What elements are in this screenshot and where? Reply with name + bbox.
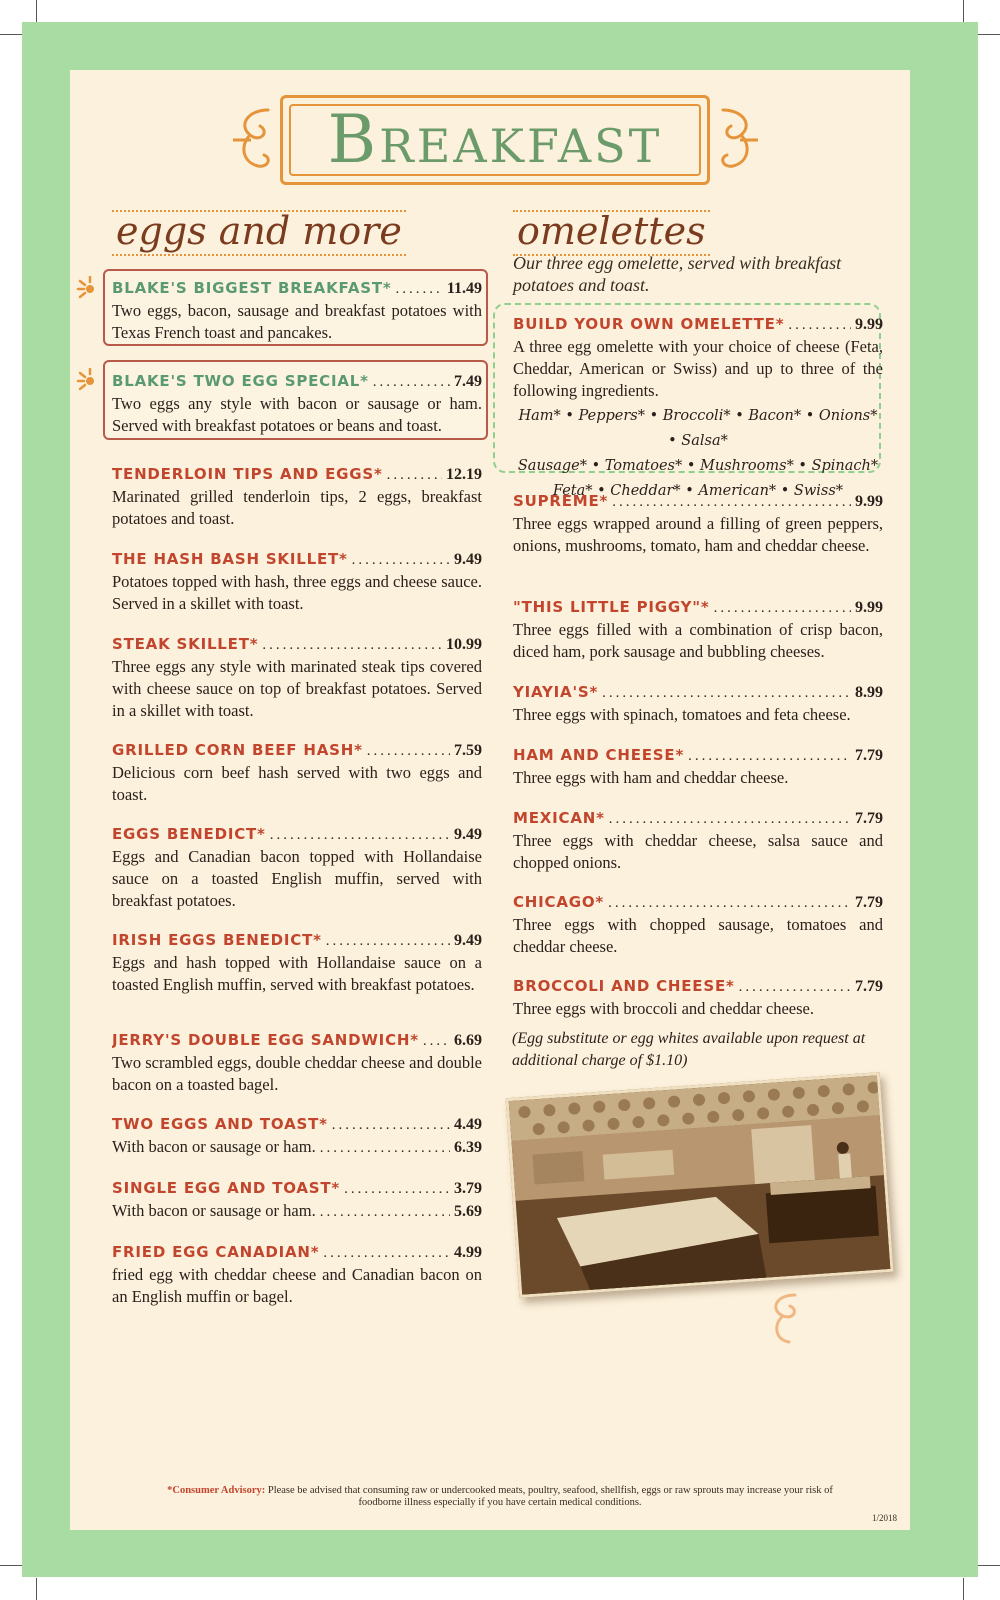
ingredient-line: Feta* • Cheddar* • American* • Swiss*	[552, 483, 844, 499]
item-description: Three eggs any style with marinated steak tips covered with cheese sauce on top of breakfast potatoes. Served in a skillet with toast.	[112, 657, 482, 720]
leader-dots	[262, 634, 442, 656]
leader-dots	[367, 740, 450, 762]
menu-item	[513, 596, 883, 663]
leader-dots	[608, 892, 851, 914]
item-description: Three eggs with cheddar cheese, salsa sauce and chopped onions.	[513, 831, 883, 872]
leader-dots	[326, 930, 450, 952]
item-name: BUILD YOUR OWN OMELETTE*	[513, 315, 785, 333]
menu-item	[112, 463, 482, 530]
page-title: Breakfast	[327, 101, 663, 178]
item-name: JERRY'S DOUBLE EGG SANDWICH*	[112, 1031, 419, 1049]
leader-dots	[320, 1137, 450, 1159]
item-name: TENDERLOIN TIPS AND EGGS*	[112, 465, 383, 483]
leader-dots	[423, 1030, 450, 1052]
item-name: "THIS LITTLE PIGGY"*	[513, 598, 710, 616]
item-description: Marinated grilled tenderloin tips, 2 eggs, breakfast potatoes and toast.	[112, 487, 482, 528]
menu-item	[513, 975, 883, 1020]
leader-dots	[714, 597, 851, 619]
leader-dots	[320, 1201, 450, 1223]
menu-item	[112, 1029, 482, 1096]
item-name: BLAKE'S TWO EGG SPECIAL*	[112, 372, 369, 390]
leader-dots	[396, 278, 443, 300]
ingredient-line: Ham* • Peppers* • Broccoli* • Bacon* • Onions* • Salsa*	[518, 408, 878, 449]
item-price: 10.99	[446, 636, 482, 653]
leader-dots	[387, 464, 442, 486]
item-description: Three eggs with chopped sausage, tomatoes and cheddar cheese.	[513, 915, 883, 956]
item-price: 7.79	[855, 747, 883, 764]
crop-mark	[36, 1578, 37, 1600]
item-description: Three eggs with broccoli and cheddar cheese.	[513, 999, 814, 1018]
sunburst-icon	[76, 276, 100, 302]
item-name: CHICAGO*	[513, 893, 605, 911]
menu-item	[513, 807, 883, 874]
crop-mark	[963, 0, 964, 22]
item-description: Delicious corn beef hash served with two eggs and toast.	[112, 763, 482, 804]
crop-mark	[0, 34, 22, 35]
menu-item	[513, 681, 883, 726]
section-heading-eggs: eggs and more	[112, 210, 406, 256]
leader-dots	[609, 808, 851, 830]
omelette-intro: Our three egg omelette, served with breakfast potatoes and toast.	[513, 253, 842, 295]
item-price: 7.59	[454, 742, 482, 759]
leader-dots	[688, 745, 851, 767]
item-price: 7.79	[855, 810, 883, 827]
section-heading-omelettes: omelettes	[513, 210, 710, 256]
item-description: Three eggs with ham and cheddar cheese.	[513, 768, 789, 787]
menu-item	[112, 633, 482, 722]
item-name: SUPREME*	[513, 492, 609, 510]
item-name: EGGS BENEDICT*	[112, 825, 266, 843]
leader-dots	[788, 314, 851, 336]
item-name: HAM AND CHEESE*	[513, 746, 685, 764]
leader-dots	[332, 1114, 450, 1136]
menu-item	[513, 891, 883, 958]
item-price: 9.99	[855, 316, 883, 333]
item-sub-label: With bacon or sausage or ham.	[112, 1201, 316, 1220]
item-name: MEXICAN*	[513, 809, 605, 827]
item-description: Eggs and Canadian bacon topped with Hollandaise sauce on a toasted English muffin, served with breakfast potatoes.	[112, 847, 482, 910]
item-description: Eggs and hash topped with Hollandaise sauce on a toasted English muffin, served with breakfast potatoes.	[112, 953, 482, 994]
menu-item	[513, 490, 883, 557]
crop-mark	[978, 1565, 1000, 1566]
diner-photo	[505, 1072, 893, 1298]
item-price: 9.49	[454, 932, 482, 949]
substitution-note: (Egg substitute or egg whites available upon request at additional charge of $1.10)	[512, 1030, 866, 1069]
item-price: 7.79	[855, 894, 883, 911]
consumer-advisory	[160, 1485, 840, 1509]
item-price: 7.49	[454, 373, 482, 390]
menu-item	[513, 744, 883, 789]
item-price: 9.99	[855, 599, 883, 616]
menu-item	[112, 1177, 482, 1223]
item-description: Three eggs filled with a combination of crisp bacon, diced ham, pork sausage and bubbling cheeses.	[513, 620, 883, 661]
item-sub-price: 6.39	[454, 1139, 482, 1156]
item-name: TWO EGGS AND TOAST*	[112, 1115, 328, 1133]
menu-item	[112, 929, 482, 996]
leader-dots	[739, 976, 851, 998]
item-description: Two eggs any style with bacon or sausage or ham. Served with breakfast potatoes or beans and toast.	[112, 394, 482, 435]
item-name: BROCCOLI AND CHEESE*	[513, 977, 735, 995]
item-price: 6.69	[454, 1032, 482, 1049]
bottom-flourish-icon	[765, 1290, 805, 1350]
item-price: 7.79	[855, 978, 883, 995]
item-price: 11.49	[446, 280, 482, 297]
sunburst-icon	[76, 368, 100, 394]
item-name: SINGLE EGG AND TOAST*	[112, 1179, 341, 1197]
diner-interior-image	[509, 1075, 894, 1298]
item-description: Potatoes topped with hash, three eggs and cheese sauce. Served in a skillet with toast.	[112, 572, 482, 613]
item-sub-price: 5.69	[454, 1203, 482, 1220]
crop-mark	[963, 1578, 964, 1600]
item-description: Two scrambled eggs, double cheddar cheese and double bacon on a toasted bagel.	[112, 1053, 482, 1094]
advisory-text: Please be advised that consuming raw or undercooked meats, poultry, seafood, shellfish, eggs or raw sprouts may increase your risk of foodborne illness especially if you have certain medical conditions.	[267, 1485, 833, 1508]
advisory-label: *Consumer Advisory:	[167, 1485, 266, 1496]
leader-dots	[612, 491, 851, 513]
right-flourish-icon	[713, 100, 763, 180]
title-banner	[280, 95, 710, 185]
leader-dots	[602, 682, 851, 704]
item-description: Three eggs wrapped around a filling of green peppers, onions, mushrooms, tomato, ham and cheddar cheese.	[513, 514, 883, 555]
item-price: 9.49	[454, 826, 482, 843]
item-name: FRIED EGG CANADIAN*	[112, 1243, 320, 1261]
item-name: STEAK SKILLET*	[112, 635, 259, 653]
item-name: THE HASH BASH SKILLET*	[112, 550, 348, 568]
item-description: fried egg with cheddar cheese and Canadian bacon on an English muffin or bagel.	[112, 1265, 482, 1306]
menu-item	[112, 1241, 482, 1308]
menu-item	[112, 739, 482, 806]
item-name: YIAYIA'S*	[513, 683, 599, 701]
crop-mark	[36, 0, 37, 22]
item-description: Three eggs with spinach, tomatoes and feta cheese.	[513, 705, 851, 724]
crop-mark	[0, 1565, 22, 1566]
menu-item	[112, 1113, 482, 1159]
menu-item	[513, 313, 883, 504]
menu-item	[112, 548, 482, 615]
item-description: A three egg omelette with your choice of cheese (Feta, Cheddar, American or Swiss) and up to three of the following ingredients.	[513, 337, 883, 400]
item-price: 4.99	[454, 1244, 482, 1261]
item-price: 8.99	[855, 684, 883, 701]
item-price: 3.79	[454, 1180, 482, 1197]
item-description: Two eggs, bacon, sausage and breakfast potatoes with Texas French toast and pancakes.	[112, 301, 482, 342]
left-flourish-icon	[228, 100, 278, 180]
item-price: 9.99	[855, 493, 883, 510]
item-name: GRILLED CORN BEEF HASH*	[112, 741, 363, 759]
item-name: BLAKE'S BIGGEST BREAKFAST*	[112, 279, 392, 297]
ingredient-line: Sausage* • Tomatoes* • Mushrooms* • Spinach*	[517, 458, 879, 474]
item-name: IRISH EGGS BENEDICT*	[112, 931, 322, 949]
leader-dots	[352, 549, 450, 571]
menu-item	[112, 370, 482, 437]
menu-date: 1/2018	[872, 1513, 898, 1523]
item-sub-label: With bacon or sausage or ham.	[112, 1137, 316, 1156]
item-price: 9.49	[454, 551, 482, 568]
leader-dots	[373, 371, 450, 393]
menu-item	[112, 277, 482, 344]
leader-dots	[344, 1178, 450, 1200]
leader-dots	[270, 824, 450, 846]
leader-dots	[323, 1242, 450, 1264]
menu-item	[112, 823, 482, 912]
item-price: 4.49	[454, 1116, 482, 1133]
item-price: 12.19	[446, 466, 482, 483]
ingredient-list	[513, 404, 883, 504]
crop-mark	[978, 34, 1000, 35]
